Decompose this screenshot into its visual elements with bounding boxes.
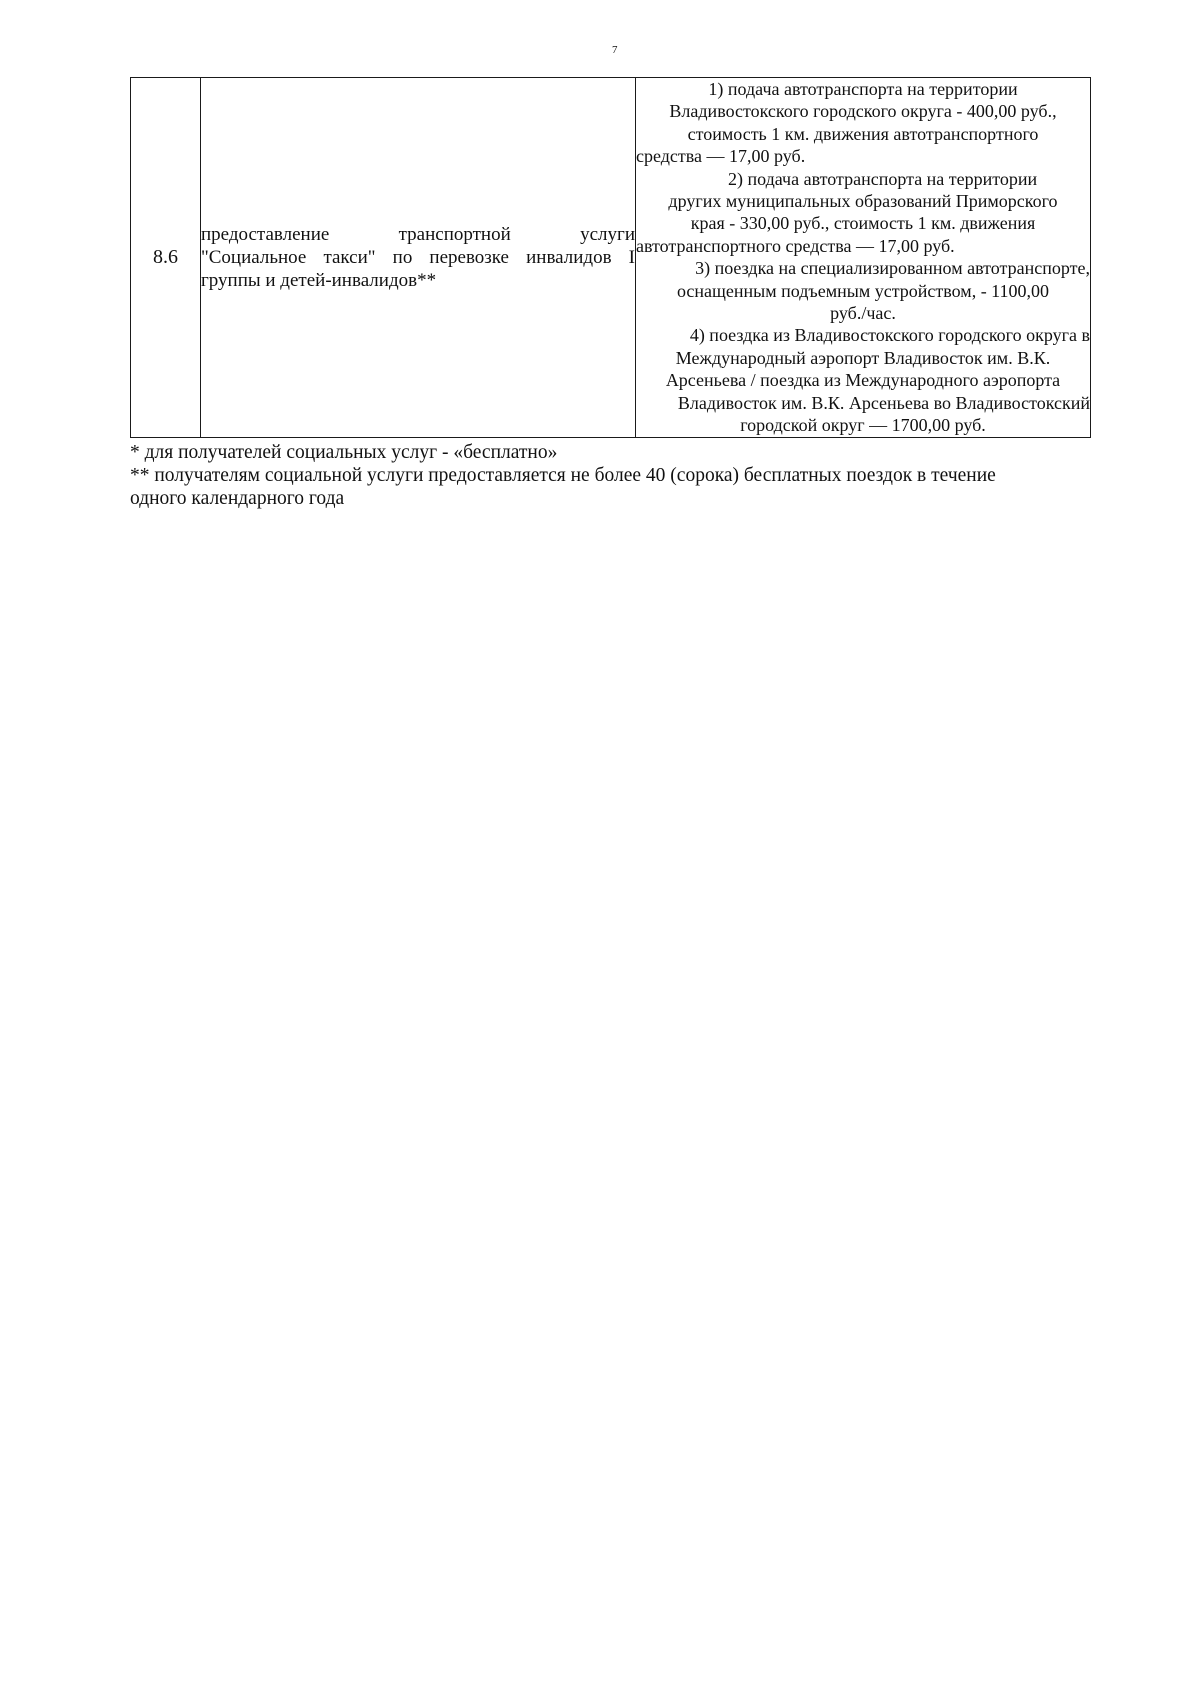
description-line: "Социальное такси" по перевозке инвалидов I <box>201 246 635 268</box>
row-number: 8.6 <box>131 78 201 438</box>
price-line: 4) поездка из Владивостокского городского округа в <box>689 325 1090 346</box>
price-line: 3) поездка на специализированном автотранспорте, <box>695 258 1090 279</box>
service-description <box>201 78 636 438</box>
price-line: Арсеньева / поездка из Международного аэропорта <box>665 370 1061 391</box>
footnote-single-asterisk: * для получателей социальных услуг - «бесплатно» <box>130 442 558 463</box>
price-line: средства — 17,00 руб. <box>636 146 806 167</box>
price-line: оснащенным подъемным устройством, - 1100,00 <box>676 280 1050 301</box>
page-number: 7 <box>612 44 618 56</box>
description-line: предоставление транспортной услуги <box>201 223 635 245</box>
price-line: автотранспортного средства — 17,00 руб. <box>636 235 955 256</box>
description-line: группы и детей-инвалидов** <box>201 269 437 291</box>
price-line: Международный аэропорт Владивосток им. В.К. <box>675 347 1051 368</box>
service-price <box>636 78 1091 438</box>
footnote-double-asterisk-line2: одного календарного года <box>130 488 345 509</box>
price-line: Владивосток им. В.К. Арсеньева во Владивостокский <box>677 392 1090 413</box>
price-line: руб./час. <box>830 303 896 324</box>
footnote-double-asterisk-line1: ** получателям социальной услуги предоставляется не более 40 (сорока) бесплатных поездок в течение <box>130 465 996 486</box>
price-line: городской округ — 1700,00 руб. <box>740 415 986 436</box>
footnotes <box>130 441 1110 510</box>
table-row <box>131 78 1091 438</box>
price-line: других муниципальных образований Приморского <box>668 191 1058 212</box>
price-line: края - 330,00 руб., стоимость 1 км. движения <box>690 213 1036 234</box>
services-table <box>130 77 1091 438</box>
price-line: 1) подача автотранспорта на территории <box>708 79 1018 99</box>
price-line: стоимость 1 км. движения автотранспортного <box>687 123 1039 144</box>
price-line: Владивостокского городского округа - 400,00 руб., <box>669 101 1057 122</box>
price-line: 2) подача автотранспорта на территории <box>728 168 1038 189</box>
